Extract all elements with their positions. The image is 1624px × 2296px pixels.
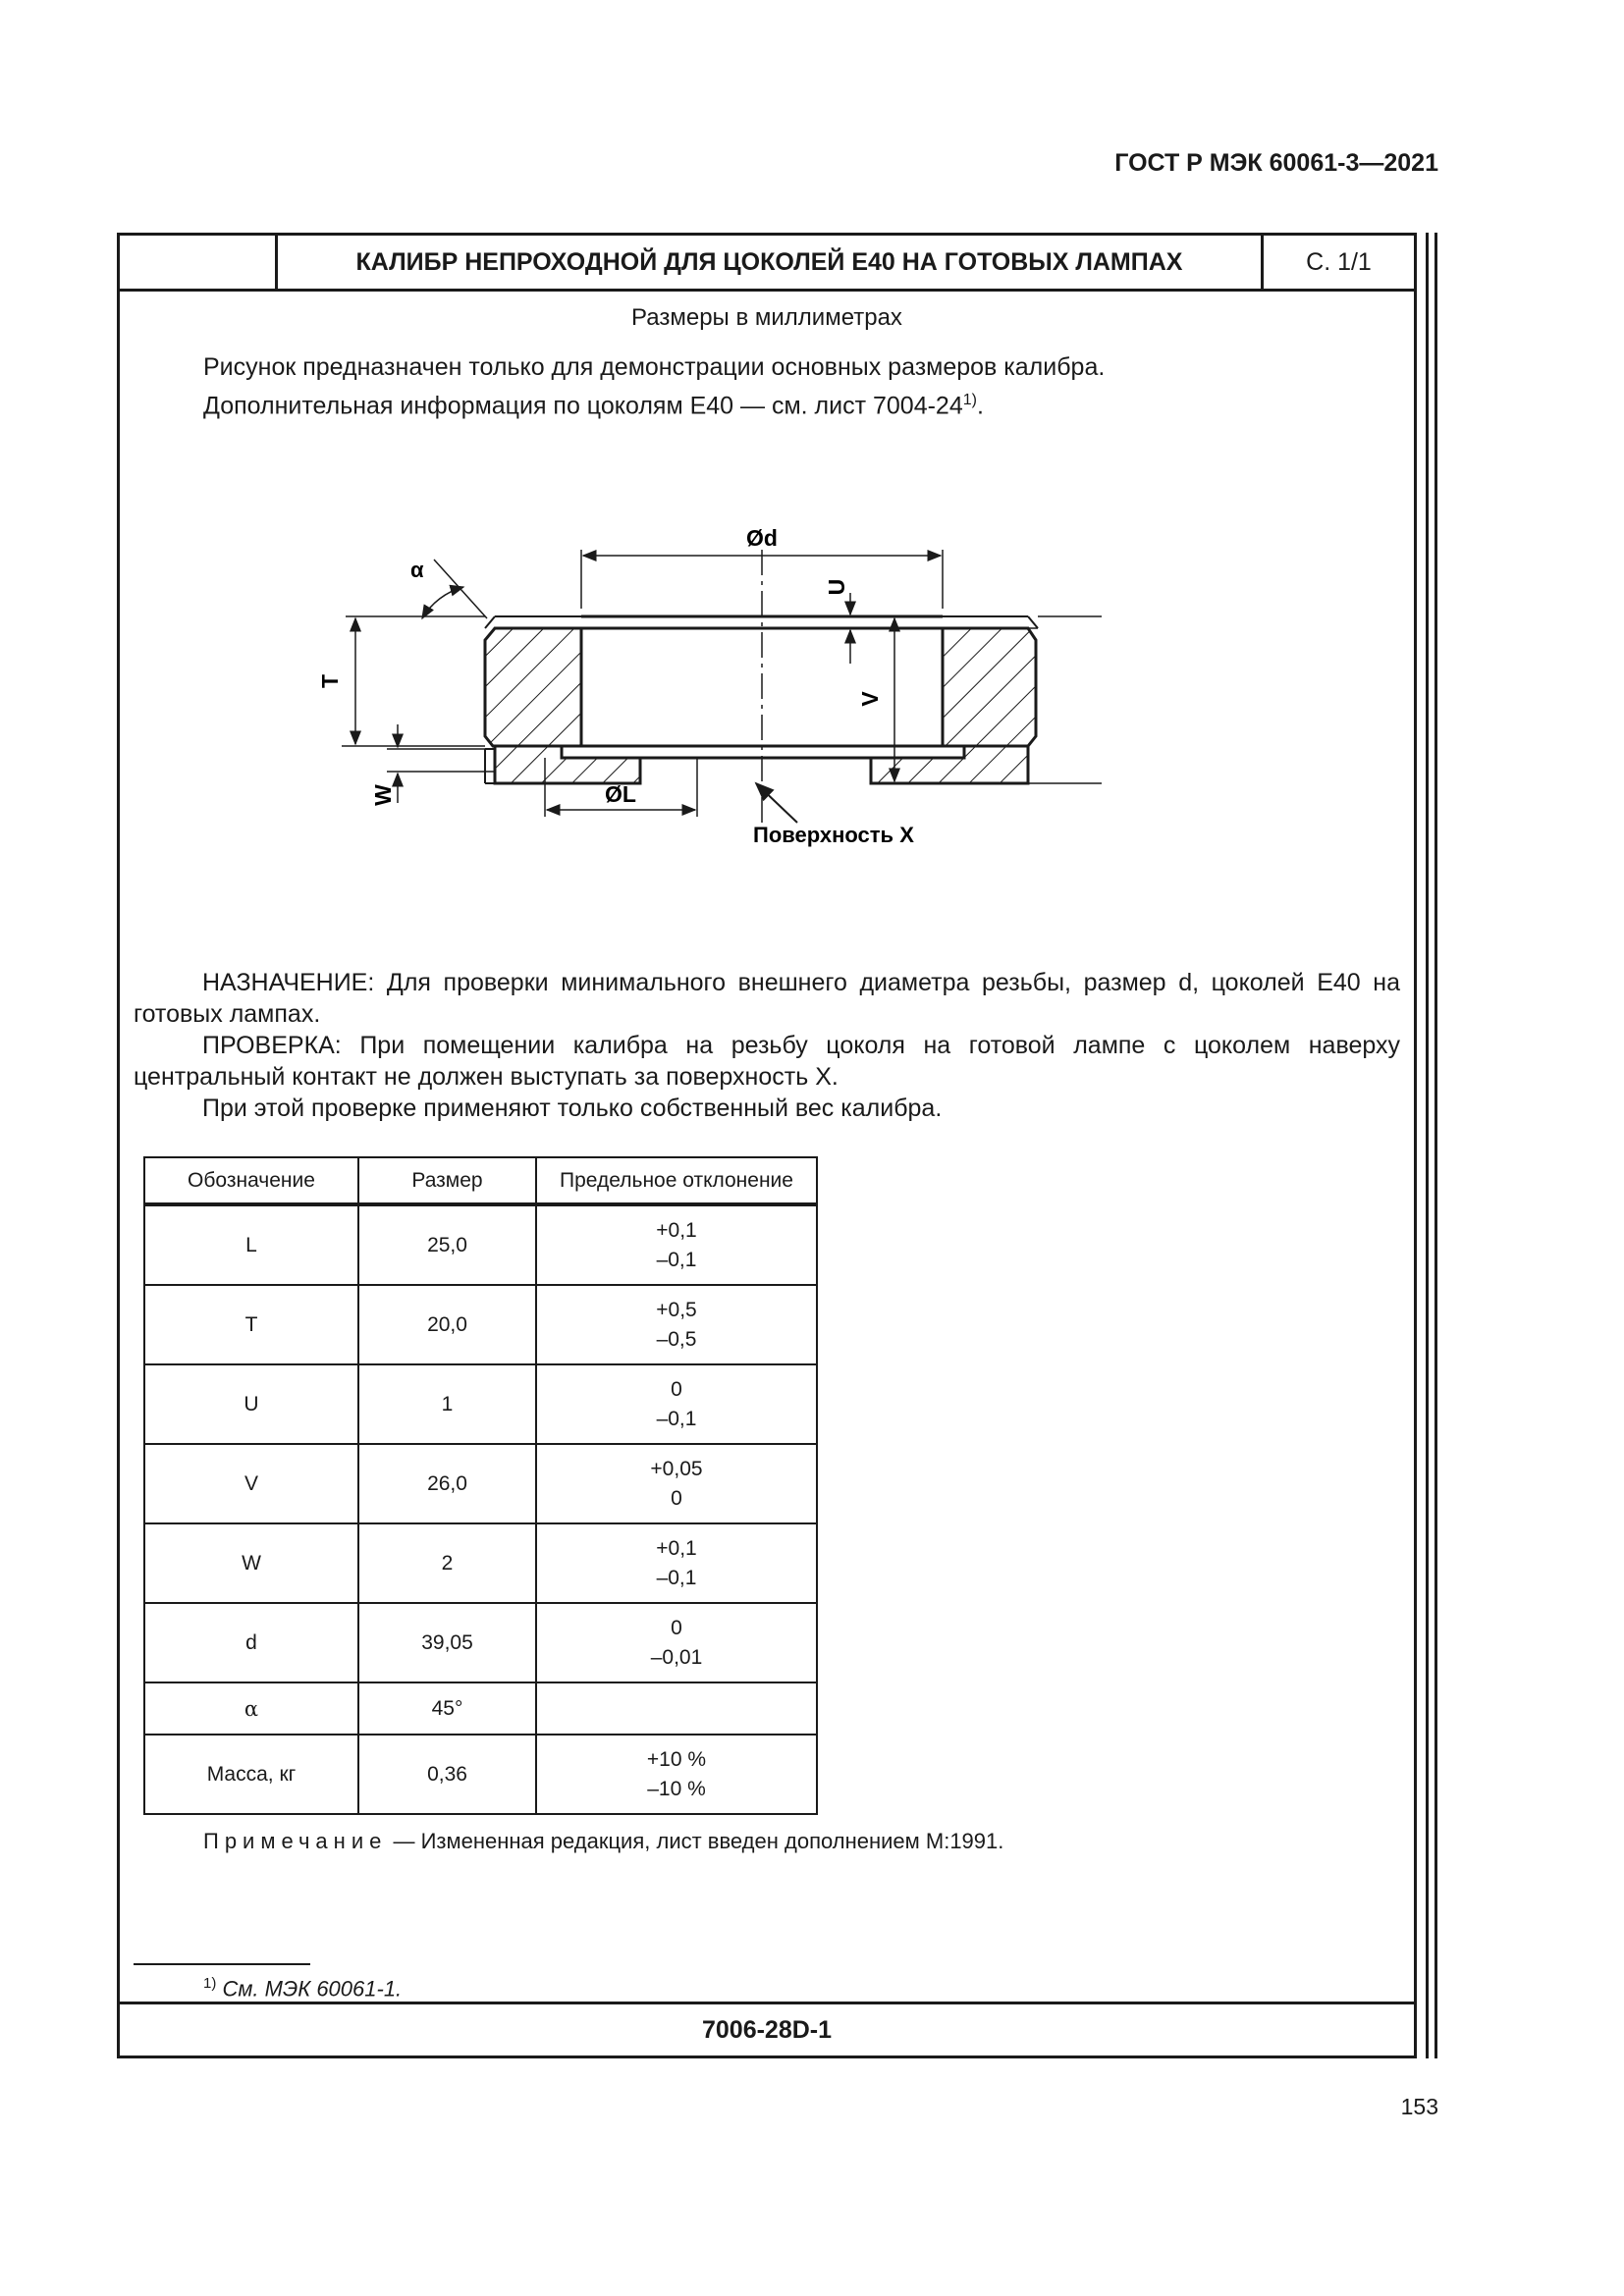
sheet-code: 7006-28D-1: [120, 2002, 1414, 2056]
sheet-title: КАЛИБР НЕПРОХОДНОЙ ДЛЯ ЦОКОЛЕЙ E40 НА ГОТОВЫХ ЛАМПАХ: [355, 248, 1183, 276]
tolerance-cell: +0,1 –0,1: [536, 1523, 817, 1603]
footnote: [203, 1975, 402, 2002]
units-note: Размеры в миллиметрах: [631, 304, 902, 331]
tolerance-cell: +0,5 –0,5: [536, 1285, 817, 1364]
size-cell: 20,0: [358, 1285, 536, 1364]
symbol-cell: d: [144, 1603, 358, 1682]
gauge-drawing: [120, 471, 1416, 933]
column-header: Предельное отклонение: [536, 1157, 817, 1204]
sheet-frame: [117, 233, 1417, 2058]
weight-paragraph: При этой проверке применяют только собственный вес калибра.: [202, 1095, 943, 1122]
footnote-text: См. МЭК 60061-1.: [216, 1976, 403, 2002]
intro-text: [203, 351, 1105, 422]
label-L: ØL: [605, 781, 636, 807]
gauge-wall-left: [485, 628, 581, 746]
purpose-text: [134, 967, 1400, 1124]
table-row: [144, 1523, 817, 1603]
intro-line-2: Дополнительная информация по цоколям E40 — см. лист 7004-24$^{1)}$.: [203, 392, 984, 420]
page-number: 153: [1400, 2094, 1438, 2119]
table-row: [144, 1682, 817, 1735]
size-cell: 26,0: [358, 1444, 536, 1523]
sheet-header: [120, 236, 1414, 292]
symbol-cell: Масса, кг: [144, 1735, 358, 1814]
gauge-base: [495, 746, 640, 783]
intro-line-1: Рисунок предназначен только для демонстрации основных размеров калибра.: [203, 353, 1106, 381]
symbol-cell: W: [144, 1523, 358, 1603]
tolerance-cell: 0 –0,01: [536, 1603, 817, 1682]
symbol-cell: U: [144, 1364, 358, 1444]
symbol-cell: α: [144, 1682, 358, 1735]
table-row: [144, 1735, 817, 1814]
tolerance-cell: +0,1 –0,1: [536, 1204, 817, 1285]
table-row: [144, 1603, 817, 1682]
symbol-cell: T: [144, 1285, 358, 1364]
dimensions-table: [143, 1156, 818, 1815]
label-V: V: [857, 691, 883, 707]
label-W: W: [370, 784, 396, 806]
check-paragraph: ПРОВЕРКА: При помещении калибра на резьбу цоколя на готовой лампе с цоколем наверху центральный контакт не должен выступать за поверхность X.: [134, 1032, 1400, 1091]
size-cell: 2: [358, 1523, 536, 1603]
size-cell: 1: [358, 1364, 536, 1444]
label-T: T: [317, 673, 343, 689]
purpose-paragraph: НАЗНАЧЕНИЕ: Для проверки минимального внешнего диаметра резьбы, размер d, цоколей E40 на готовых лампах.: [134, 969, 1401, 1028]
size-cell: 45°: [358, 1682, 536, 1735]
standard-designation: ГОСТ Р МЭК 60061-3—2021: [1114, 149, 1438, 177]
gauge-wall-right: [943, 628, 1036, 746]
column-header: Размер: [358, 1157, 536, 1204]
note-text: — Измененная редакция, лист введен дополнением M:1991.: [387, 1829, 1004, 1853]
table-row: [144, 1204, 817, 1285]
column-header: Обозначение: [144, 1157, 358, 1204]
label-alpha: α: [410, 558, 424, 582]
tolerance-cell: +10 % –10 %: [536, 1735, 817, 1814]
tolerance-cell: +0,05 0: [536, 1444, 817, 1523]
footnote-separator: [134, 1963, 310, 1965]
size-cell: 0,36: [358, 1735, 536, 1814]
label-U: U: [824, 578, 849, 596]
table-row: [144, 1444, 817, 1523]
footnote-ref: 1): [962, 392, 977, 408]
sheet-page: С. 1/1: [1306, 248, 1372, 276]
tolerance-cell: [536, 1682, 817, 1735]
symbol-cell: L: [144, 1204, 358, 1285]
table-row: [144, 1364, 817, 1444]
size-cell: 25,0: [358, 1204, 536, 1285]
margin-line: [1435, 233, 1437, 2058]
label-d: Ød: [746, 525, 778, 551]
margin-line: [1426, 233, 1429, 2058]
label-surface-x: Поверхность X: [753, 823, 914, 847]
table-header-row: [144, 1157, 817, 1204]
table-row: [144, 1285, 817, 1364]
symbol-cell: V: [144, 1444, 358, 1523]
note: [203, 1829, 1003, 1854]
tolerance-cell: 0 –0,1: [536, 1364, 817, 1444]
note-label: Примечание: [203, 1829, 388, 1853]
size-cell: 39,05: [358, 1603, 536, 1682]
footnote-mark: 1): [203, 1975, 217, 1992]
